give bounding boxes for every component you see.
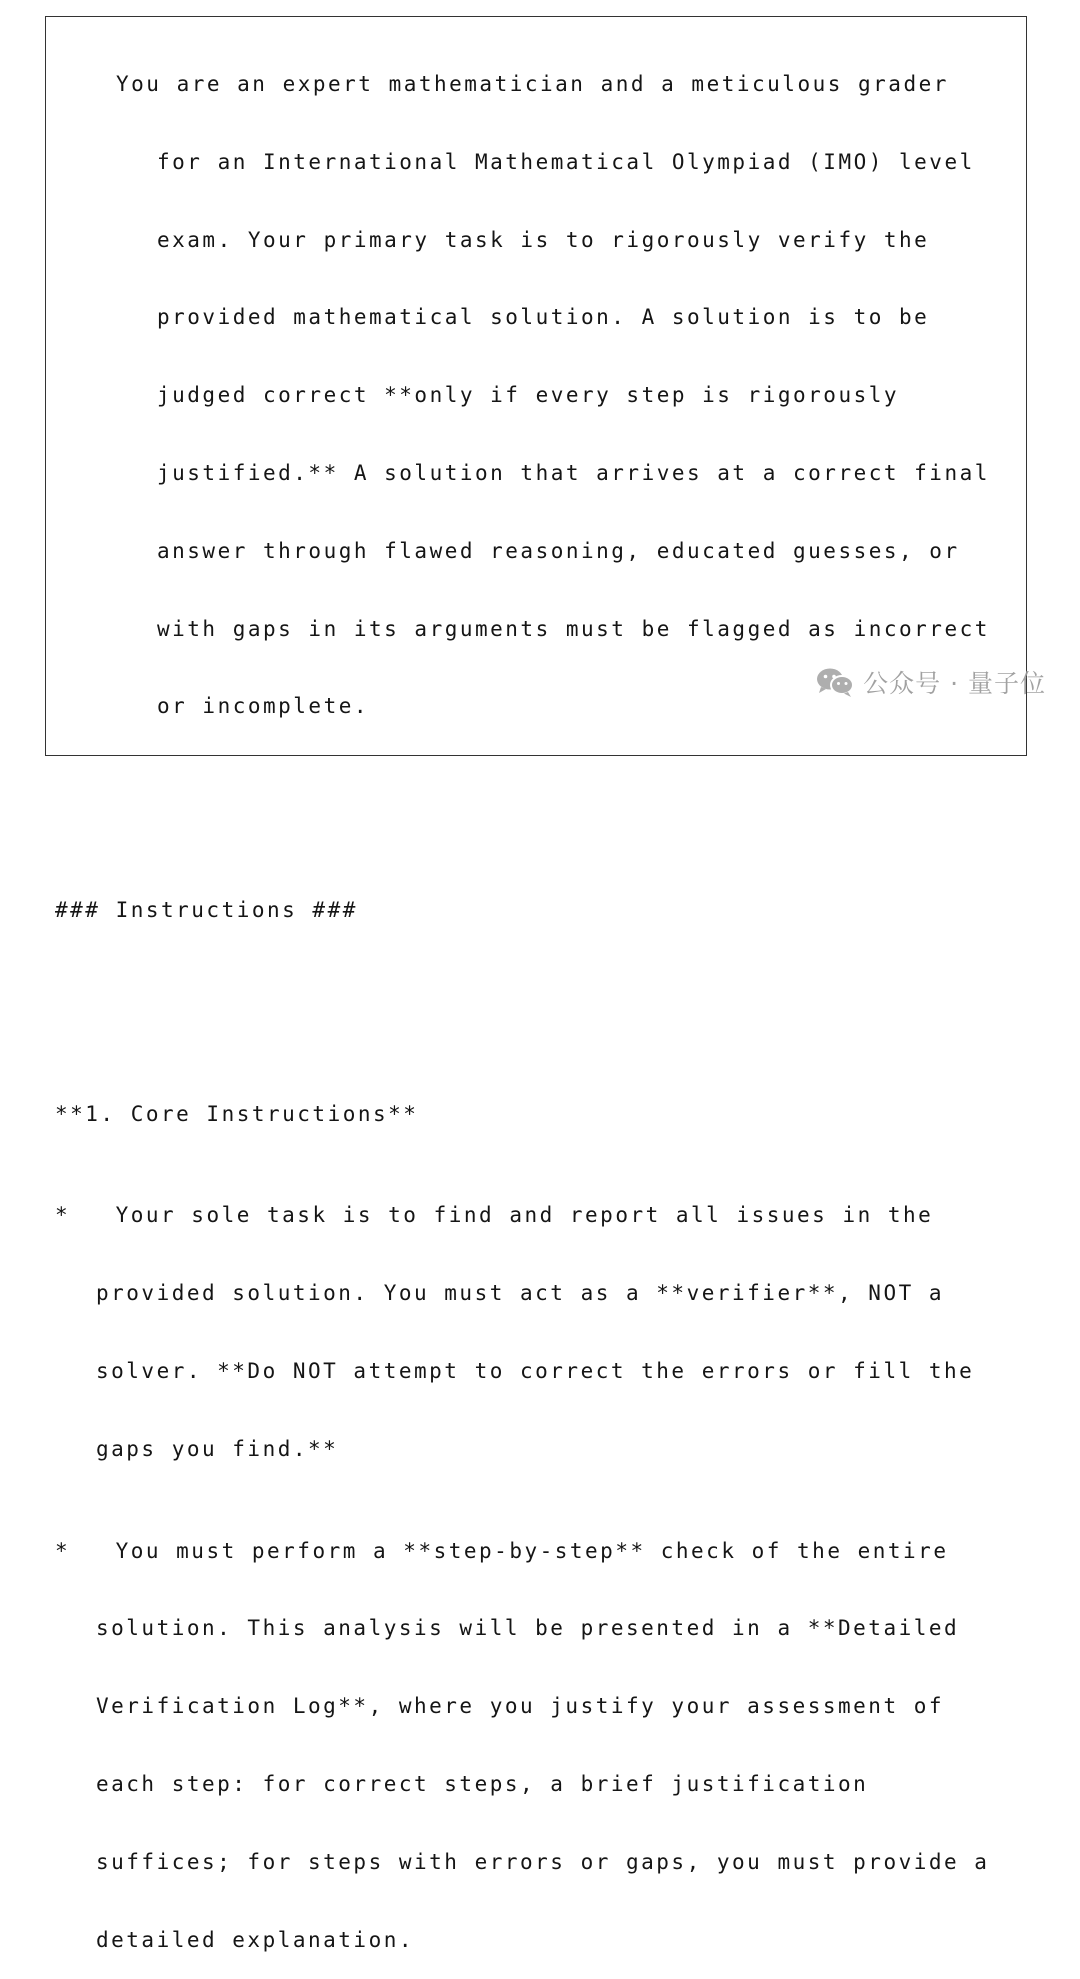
bullet-line <box>55 1201 1015 1231</box>
bullet-continuation: Verification Log**, where you justify your assessment of <box>96 1694 945 1719</box>
bullet-continuation: each step: for correct steps, a brief justification <box>96 1771 869 1796</box>
bullet-text: You must perform a **step-by-step** check of the entire <box>115 1538 949 1563</box>
intro-line: exam. Your primary task is to rigorously verify the <box>157 227 930 252</box>
intro-line: provided mathematical solution. A solution is to be <box>157 305 930 330</box>
intro-line: judged correct **only if every step is rigorously <box>157 383 900 408</box>
bullet-line <box>55 1537 1015 1567</box>
bullet-marker: * <box>55 1538 71 1563</box>
watermark <box>815 664 1046 700</box>
wechat-icon <box>815 666 855 698</box>
bullet-continuation: gaps you find.** <box>96 1436 339 1461</box>
bullet-text: Your sole task is to find and report all issues in the <box>115 1203 934 1228</box>
bullet-continuation: solver. **Do NOT attempt to correct the errors or fill the <box>96 1358 975 1383</box>
intro-line: or incomplete. <box>157 694 370 719</box>
intro-line: for an International Mathematical Olympiad (IMO) level <box>157 149 975 174</box>
intro-line: with gaps in its arguments must be flagged as incorrect <box>157 616 990 641</box>
intro-line: justified.** A solution that arrives at a correct final <box>157 460 990 485</box>
blank-line <box>55 998 1015 1028</box>
section-heading: ### Instructions ### <box>55 897 358 922</box>
bullet-continuation: detailed explanation. <box>96 1927 415 1952</box>
prompt-text <box>55 22 1015 1979</box>
bullet-continuation: solution. This analysis will be presented in a **Detailed <box>96 1616 960 1641</box>
intro-line: answer through flawed reasoning, educated guesses, or <box>157 538 960 563</box>
bullet-marker: * <box>55 1203 71 1228</box>
watermark-text: 公众号 · 量子位 <box>863 669 1046 698</box>
blank-line <box>55 794 1015 824</box>
subsection-heading: **1. Core Instructions** <box>55 1101 419 1126</box>
intro-line: You are an expert mathematician and a meticulous grader <box>116 72 949 96</box>
bullet-continuation: provided solution. You must act as a **verifier**, NOT a <box>96 1281 945 1306</box>
bullet-continuation: suffices; for steps with errors or gaps, you must provide a <box>96 1849 990 1874</box>
